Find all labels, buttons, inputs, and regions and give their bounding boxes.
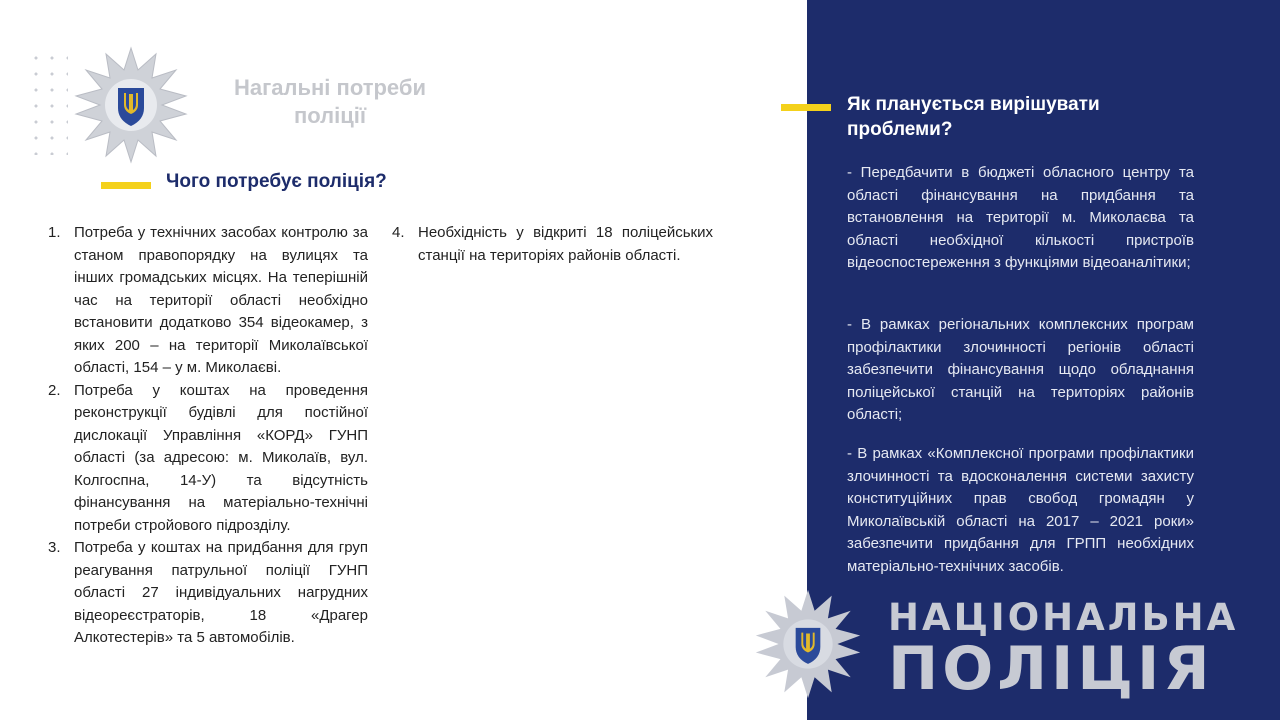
page-title: Нагальні потреби поліції (234, 75, 426, 128)
dot-pattern (28, 50, 68, 155)
list-text: Необхідність у відкриті 18 поліцейських станції на територіях районів області. (418, 224, 713, 264)
section-heading: Чого потребує поліція? (166, 171, 387, 192)
list-item (48, 222, 368, 380)
logo-text-line1: НАЦІОНАЛЬНА (888, 596, 1239, 639)
accent-bar-left (101, 182, 151, 189)
needs-list-col2 (392, 222, 713, 267)
solution-paragraph: - В рамках «Комплексної програми профілактики злочинності та вдосконалення системи захисту конституційних прав свобод громадян у Миколаївській області на 2017 – 2021 роки» забезпечити придбання для ГРПП необхідних матеріально-технічних засобів. (847, 445, 1194, 575)
list-number: 1. (48, 224, 61, 241)
list-number: 2. (48, 381, 61, 399)
accent-bar-right (781, 104, 831, 111)
logo-text-line2: ПОЛІЦІЯ (888, 634, 1214, 704)
list-text: Потреба у коштах на проведення реконструкції будівлі для постійної дислокації Управління «КОРД» ГУНП області (за адресою: м. Миколаїв, вул. Колгоспна, 14-У) та відсутність фінансування на матеріально-технічні потреби стройового підрозділу. (74, 381, 368, 534)
solution-paragraph: - Передбачити в бюджеті обласного центру та області фінансування на придбання та встановлення на території м. Миколаєва та області необхідної кількості пристроїв відеоспостереження з функціями відеоаналітики; (847, 164, 1194, 271)
list-text: Потреба у технічних засобах контролю за станом правопорядку на вулицях та інших громадських місцях. На теперішній час на території області необхідно встановити додатково 354 відеокамер, з яких 200 – на території Миколаївської області, 154 – у м. Миколаєві. (74, 224, 368, 376)
solutions-heading: Як планується вирішувати проблеми? (847, 94, 1100, 140)
list-item (392, 222, 713, 267)
list-number: 3. (48, 539, 61, 556)
police-star-emblem (752, 588, 864, 700)
police-star-emblem (72, 46, 190, 164)
list-item (48, 380, 368, 538)
list-number: 4. (392, 224, 405, 241)
solution-paragraph: - В рамках регіональних комплексних програм профілактики злочинності регіонів області забезпечити фінансування щодо обладнання поліцейської станцій на територіях районів області; (847, 316, 1194, 423)
list-item (48, 537, 368, 650)
list-text: Потреба у коштах на придбання для груп реагування патрульної поліції ГУНП області 27 індивідуальних нагрудних відеореєстраторів, 18 «Драгер Алкотестерів» та 5 автомобілів. (74, 539, 368, 646)
needs-list-col1 (48, 222, 368, 650)
